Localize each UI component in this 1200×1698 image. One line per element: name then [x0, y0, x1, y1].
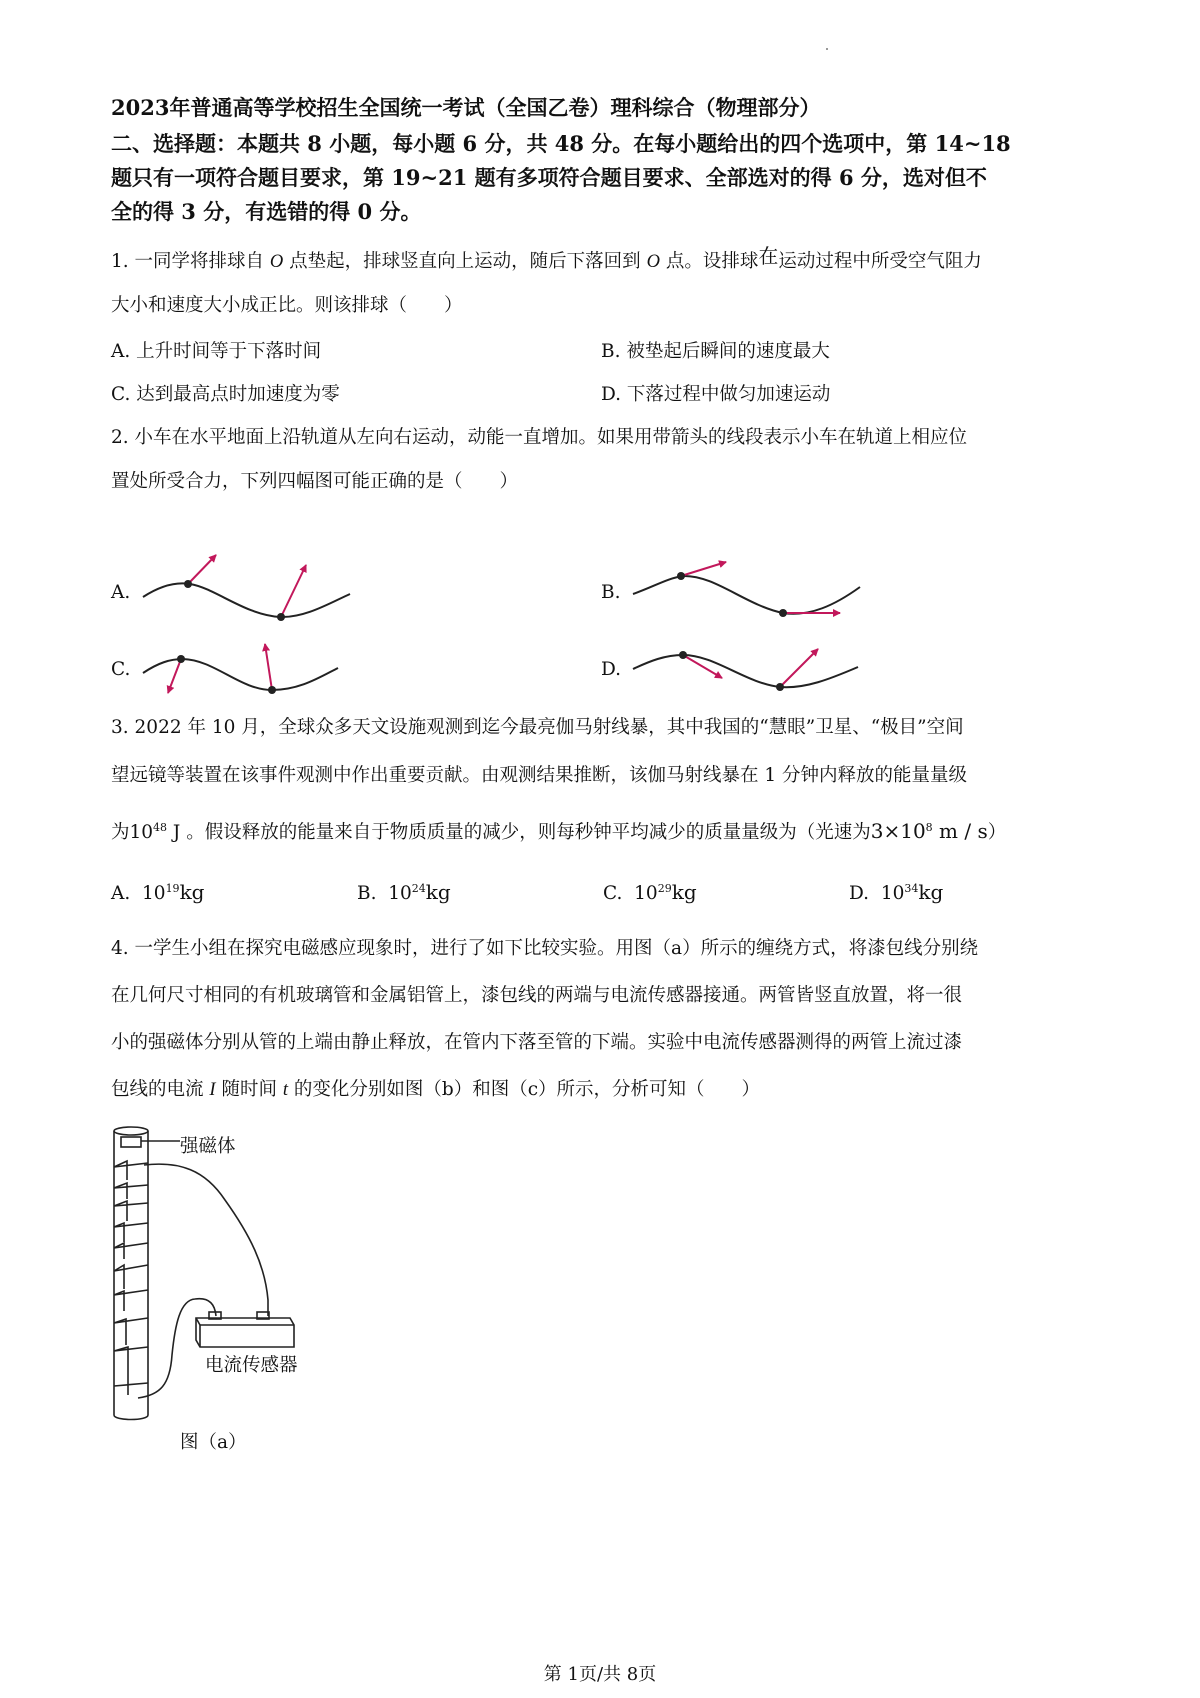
car-point — [268, 686, 276, 694]
magnet — [121, 1137, 141, 1147]
q1-option-c[interactable]: C. 达到最高点时加速度为零 — [111, 384, 340, 405]
q4-line-4: 包线的电流 I 随时间 t 的变化分别如图（b）和图（c）所示，分析可知（ ） — [111, 1079, 761, 1100]
car-point — [177, 655, 185, 663]
force-arrow — [168, 659, 181, 693]
track-d[interactable] — [633, 649, 858, 691]
section-instructions-line-1: 二、选择题：本题共 8 小题，每小题 6 分，共 48 分。在每小题给出的四个选项中，第 14~18 — [111, 131, 1011, 156]
q1-line-2: 大小和速度大小成正比。则该排球（ ） — [111, 295, 463, 316]
q4-line-1: 4. 一学生小组在探究电磁感应现象时，进行了如下比较实验。用图（a）所示的缠绕方式，将漆包线分别绕 — [111, 938, 979, 959]
q2-line-1: 2. 小车在水平地面上沿轨道从左向右运动，动能一直增加。如果用带箭头的线段表示小车在轨道上相应位 — [111, 427, 968, 448]
section-instructions-line-3: 全的得 3 分，有选错的得 0 分。 — [111, 199, 422, 224]
force-arrow — [780, 649, 818, 687]
q2-line-2: 置处所受合力，下列四幅图可能正确的是（ ） — [111, 471, 519, 492]
track-a[interactable] — [143, 555, 350, 621]
exam-title: 2023年普通高等学校招生全国统一考试（全国乙卷）理科综合（物理部分） — [111, 95, 821, 120]
q3-option-c[interactable]: C. $10^{29}kg$ — [603, 880, 697, 904]
car-point — [184, 580, 192, 588]
q4-line-3: 小的强磁体分别从管的上端由静止释放，在管内下落至管的下端。实验中电流传感器测得的两管上流过漆 — [111, 1032, 963, 1053]
q3-line-2: 望远镜等装置在该事件观测中作出重要贡献。由观测结果推断，该伽马射线暴在 1 分钟内释放的能量量级 — [111, 765, 968, 786]
car-point — [779, 609, 787, 617]
q1-line-1: 1. 一同学将排球自 O 点垫起，排球竖直向上运动，随后下落回到 O 点。设排球在运动过程中所受空气阻力 — [111, 244, 982, 272]
car-point — [776, 683, 784, 691]
q2-option-d-label[interactable]: D. — [601, 659, 622, 680]
q3-line-1: 3. 2022 年 10 月，全球众多天文设施观测到迄今最亮伽马射线暴，其中我国的“慧眼”卫星、“极目”空间 — [111, 717, 964, 738]
page-number: 第 1页/共 8页 — [543, 1664, 657, 1685]
q3-option-a[interactable]: A. $10^{19}kg$ — [111, 880, 205, 904]
q1-option-b[interactable]: B. 被垫起后瞬间的速度最大 — [601, 341, 830, 362]
q4-line-2: 在几何尺寸相同的有机玻璃管和金属铝管上，漆包线的两端与电流传感器接通。两管皆竖直放置，将一很 — [111, 985, 963, 1006]
track-c[interactable] — [143, 644, 338, 694]
figure-a-caption: 图（a） — [180, 1432, 247, 1453]
force-arrow — [281, 565, 306, 617]
section-instructions-line-2: 题只有一项符合题目要求，第 19~21 题有多项符合题目要求、全部选对的得 6 分，选对但不 — [111, 165, 987, 190]
car-point — [679, 651, 687, 659]
q1-option-a[interactable]: A. 上升时间等于下落时间 — [111, 341, 322, 362]
label-current-sensor: 电流传感器 — [205, 1355, 298, 1376]
car-point — [277, 613, 285, 621]
car-point — [677, 572, 685, 580]
force-arrow — [265, 644, 272, 690]
force-arrow — [188, 555, 216, 584]
label-magnet: 强磁体 — [180, 1136, 236, 1157]
track-b[interactable] — [633, 562, 860, 617]
q1-option-d[interactable]: D. 下落过程中做匀加速运动 — [601, 384, 831, 405]
q3-option-b[interactable]: B. $10^{24}kg$ — [357, 880, 451, 904]
force-arrow — [681, 562, 726, 576]
q2-option-c-label[interactable]: C. — [111, 659, 131, 680]
figure-a-apparatus — [100, 1115, 420, 1455]
q2-track-figures — [0, 0, 1200, 700]
q3-option-d[interactable]: D. $10^{34}kg$ — [849, 880, 944, 904]
q3-line-3: 为$10^{48}$ J 。假设释放的能量来自于物质质量的减少，则每秒钟平均减少的质量量级为（光速为$3\times 10^8$ m / s） — [111, 819, 1007, 843]
q2-option-b-label[interactable]: B. — [601, 582, 621, 603]
q2-option-a-label[interactable]: A. — [111, 582, 131, 603]
